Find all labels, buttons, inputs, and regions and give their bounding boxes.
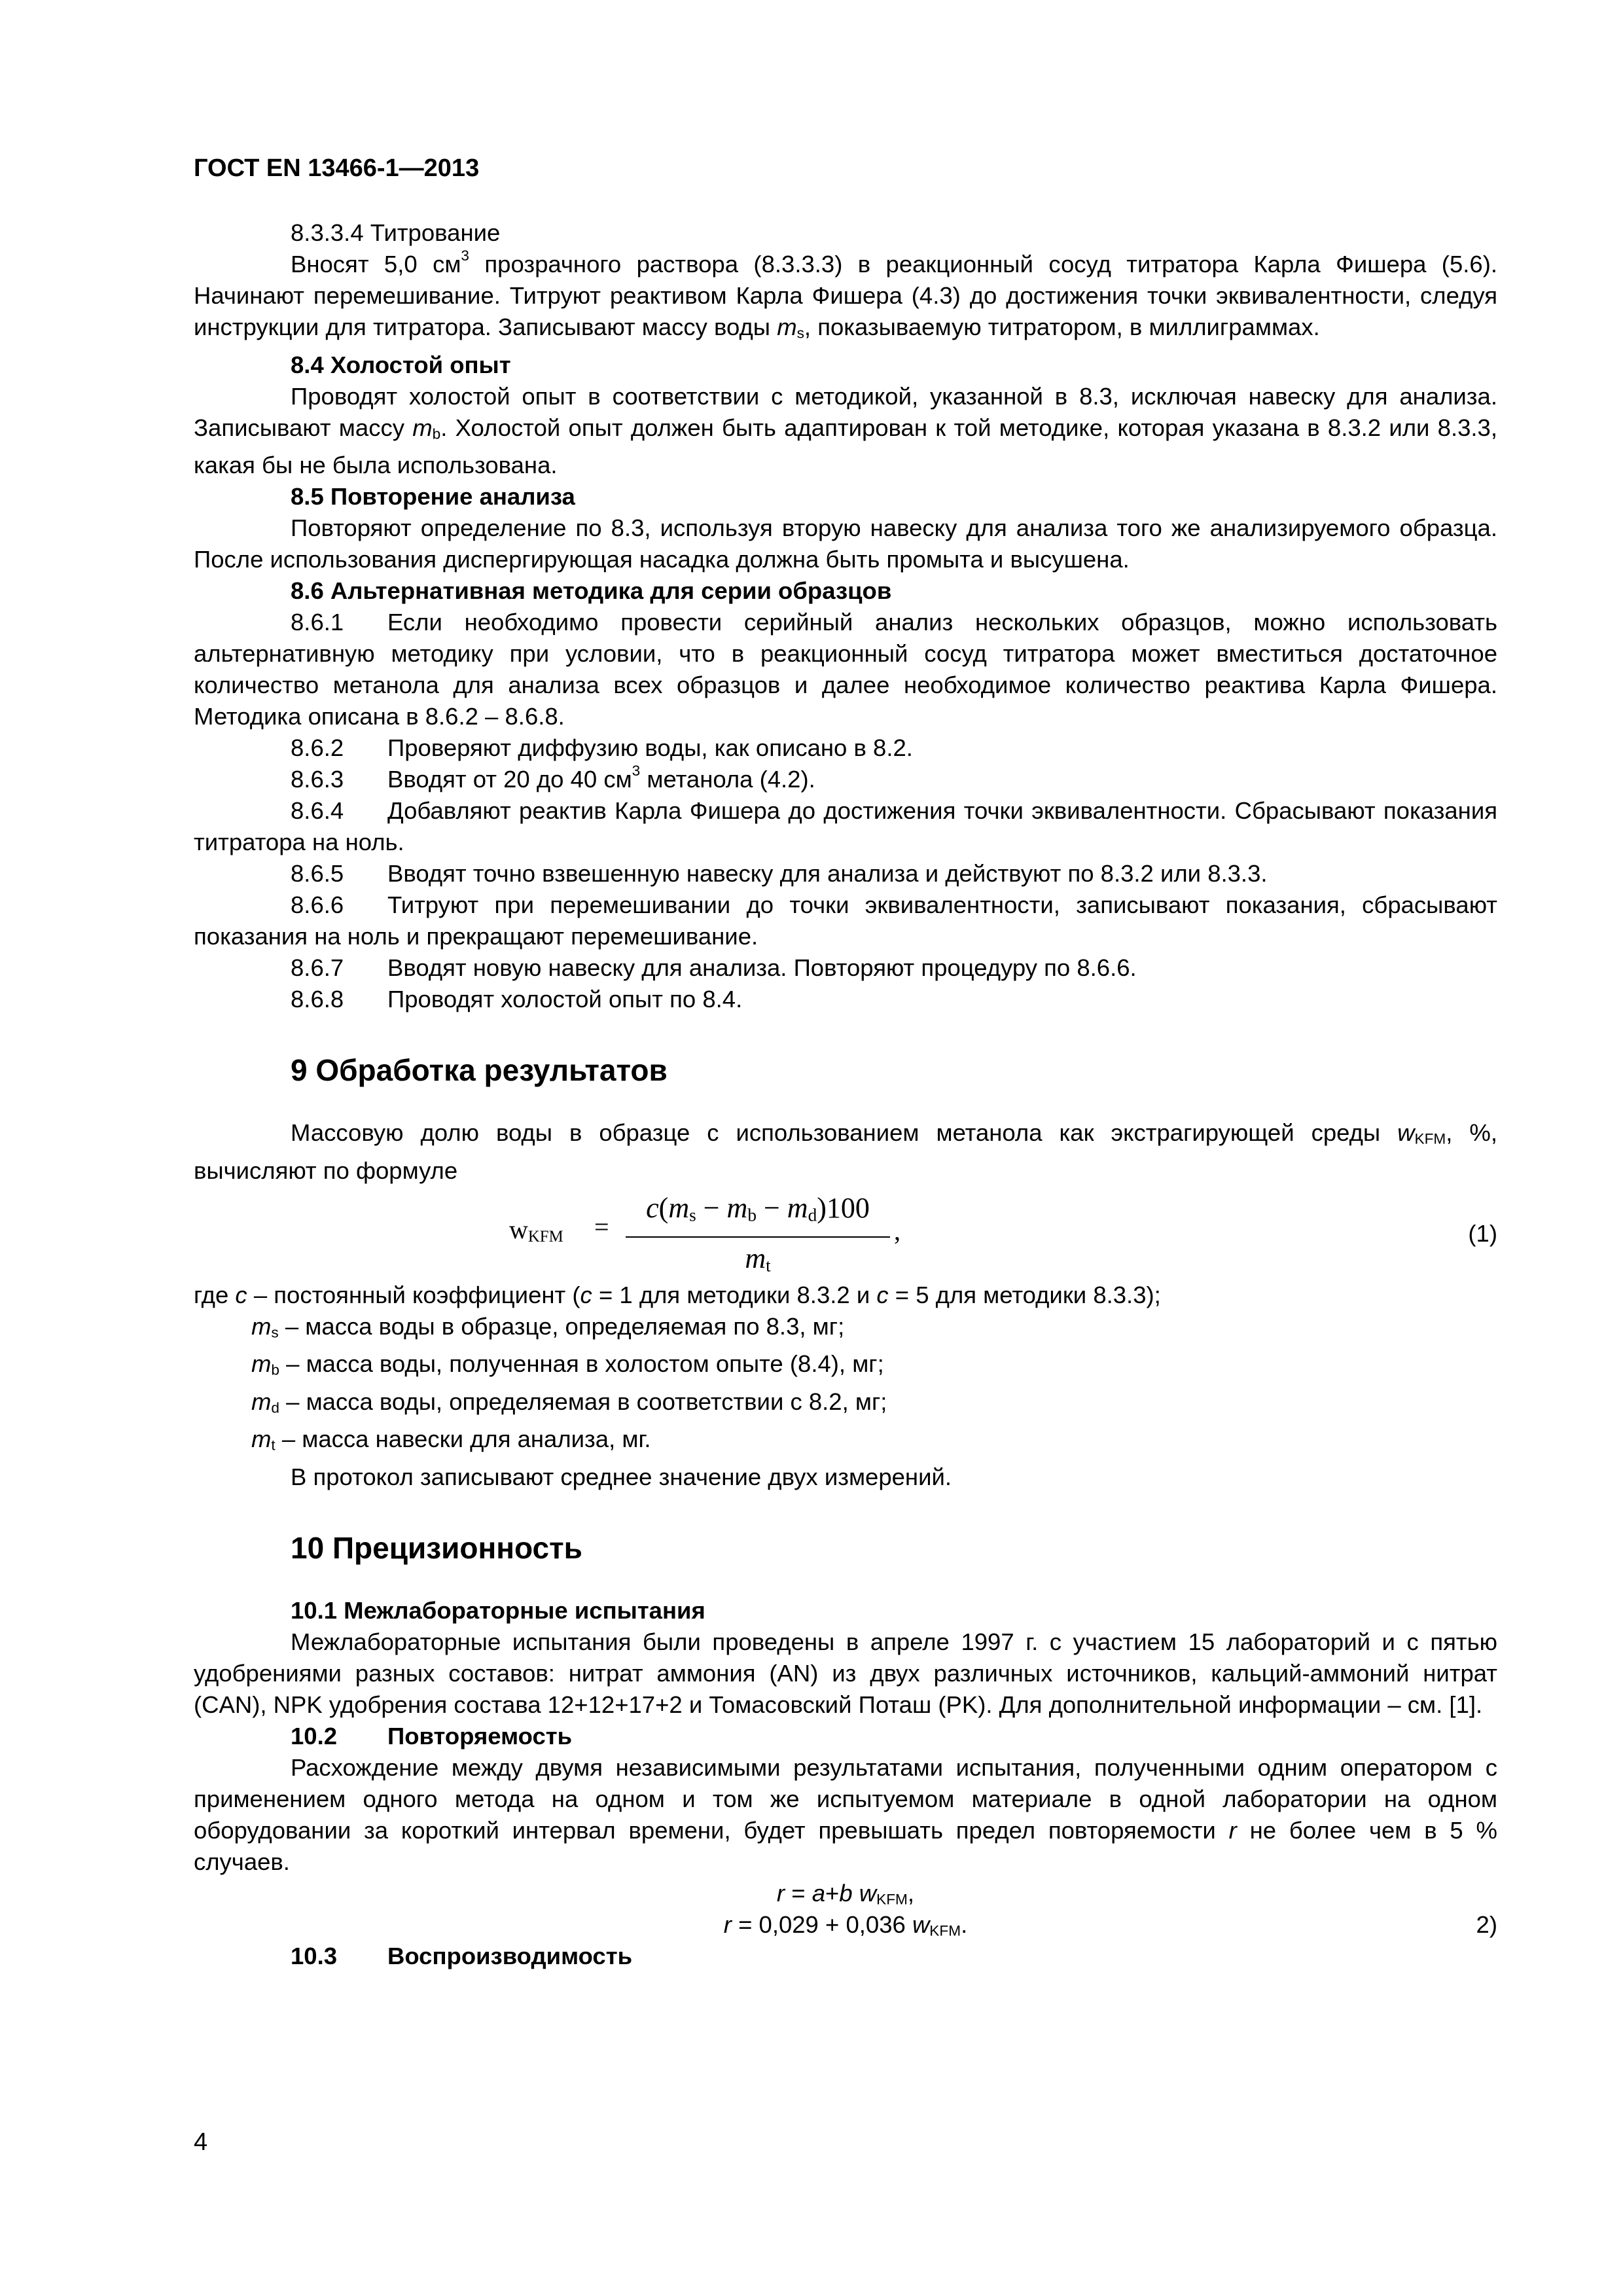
- list-item: 8.6.6 Титруют при перемешивании до точки эквивалентности, записывают показания, сбрасывают показания на ноль и прекращают перемешивание.: [194, 891, 1497, 950]
- section-8-5-paragraph: Повторяют определение по 8.3, используя вторую навеску для анализа того же анализируемого образца. После использования диспергирующая насадка должна быть промыта и высушена.: [194, 514, 1497, 573]
- list-item: 8.6.2 Проверяют диффузию воды, как описано в 8.2.: [291, 734, 913, 762]
- list-item: 8.6.3 Вводят от 20 до 40 $см^3$ метанола (4.2).: [291, 762, 815, 793]
- page-number: 4: [194, 2128, 208, 2156]
- section-9-closing: В протокол записывают среднее значение двух измерений.: [291, 1463, 952, 1490]
- formula-1: [194, 1189, 1497, 1274]
- section-8-4-paragraph: Проводят холостой опыт в соответствии с методикой, указанной в 8.3, исключая навеску для анализа. Записывают массу $m_b$. Холостой опыт должен быть адаптирован к той методике, которая указана в 8.3.2 или 8.3.3, какая бы не была использована.: [194, 382, 1497, 479]
- section-8-5-title: 8.5 Повторение анализа: [291, 483, 575, 511]
- legend-md: $m_d$ – масса воды, определяемая в соответствии с 8.2, мг;: [251, 1388, 887, 1416]
- formula-comma: ,: [894, 1215, 901, 1246]
- section-10-2-paragraph: Расхождение между двумя независимыми результатами испытания, полученными одним оператором с применением одного метода на одном и том же испытуемом материале в одной лаборатории на одном оборудовании за короткий интервал времени, будет превышать предел повторяемости r не более чем в 5 % случаев.: [194, 1753, 1497, 1875]
- equation-number: 2): [1476, 1910, 1497, 1938]
- legend-mt: $m_t$ – масса навески для анализа, мг.: [251, 1426, 651, 1454]
- list-item: 8.6.7 Вводят новую навеску для анализа. Повторяют процедуру по 8.6.6.: [291, 954, 1137, 982]
- equation-repeatability-general: r = a+b $w_{KFM}$,: [776, 1879, 915, 1908]
- section-8-3-3-4-paragraph: Вносят 5,0 $см^3$ прозрачного раствора (8.3.3.3) в реакционный сосуд титратора Карла Фишера (5.6). Начинают перемешивание. Титруют реактивом Карла Фишера (4.3) до достижения точки эквивалентности, следуя инструкции для титратора. Записывают массу воды $m_s$, показываемую титратором, в миллиграммах.: [194, 247, 1498, 342]
- section-10-2-title: 10.2 Повторяемость: [291, 1722, 573, 1749]
- formula-denominator: $m_t$: [745, 1242, 771, 1276]
- legend-mb: $m_b$ – масса воды, полученная в холостом опыте (8.4), мг;: [251, 1350, 884, 1378]
- formula-equals: =: [594, 1211, 609, 1242]
- equation-repeatability-numeric: r = 0,029 + 0,036 $w_{KFM}$. 2): [194, 1909, 1497, 1941]
- list-item: 8.6.4 Добавляют реактив Карла Фишера до достижения точки эквивалентности. Сбрасывают показания титратора на ноль.: [194, 797, 1497, 856]
- fraction-bar: [626, 1236, 890, 1238]
- section-8-4-title: 8.4 Холостой опыт: [291, 351, 511, 378]
- formula-fraction: [626, 1189, 890, 1283]
- formula-lhs: wKFM: [509, 1214, 563, 1246]
- list-item: 8.6.5 Вводят точно взвешенную навеску для анализа и действуют по 8.3.2 или 8.3.3.: [291, 860, 1268, 888]
- formula-numerator: $c(m_s - m_b - m_d)100$: [646, 1191, 870, 1225]
- section-10-3-title: 10.3 Воспроизводимость: [291, 1942, 633, 1969]
- section-8-6-title: 8.6 Альтернативная методика для серии образцов: [291, 577, 892, 605]
- list-item: 8.6.8 Проводят холостой опыт по 8.4.: [291, 986, 743, 1013]
- section-8-3-3-4-title: 8.3.3.4 Титрование: [291, 219, 501, 246]
- section-10-1-paragraph: Межлабораторные испытания были проведены в апреле 1997 г. с участием 15 лабораторий и с пятью удобрениями разных составов: нитрат аммония (AN) из двух различных источников, кальций-аммоний нитрат (CAN), NPK удобрения состава 12+12+17+2 и Томасовский Поташ (PK). Для дополнительной информации – см. [1].: [194, 1628, 1497, 1718]
- document-body: [194, 217, 1497, 1972]
- legend-ms: $m_s$ – масса воды в образце, определяемая по 8.3, мг;: [251, 1312, 845, 1341]
- section-10-heading: 10 Прецизионность: [291, 1530, 582, 1565]
- section-9-paragraph: Массовую долю воды в образце с использованием метанола как экстрагирующей среды $w_{KFM}$, %, вычисляют по формуле: [194, 1119, 1497, 1184]
- formula-number: (1): [1468, 1219, 1497, 1247]
- document-header: ГОСТ EN 13466-1—2013: [194, 154, 480, 182]
- section-10-1-title: 10.1 Межлабораторные испытания: [291, 1596, 705, 1624]
- legend-c: где c – постоянный коэффициент (c = 1 для методики 8.3.2 и c = 5 для методики 8.3.3);: [194, 1281, 1161, 1308]
- list-item: 8.6.1 Если необходимо провести серийный анализ нескольких образцов, можно использовать альтернативную методику при условии, что в реакционный сосуд титратора может вместиться достаточное количество метанола для анализа всех образцов и далее необходимое количество реактива Карла Фишера. Методика описана в 8.6.2 – 8.6.8.: [194, 609, 1497, 730]
- section-9-heading: 9 Обработка результатов: [291, 1053, 668, 1088]
